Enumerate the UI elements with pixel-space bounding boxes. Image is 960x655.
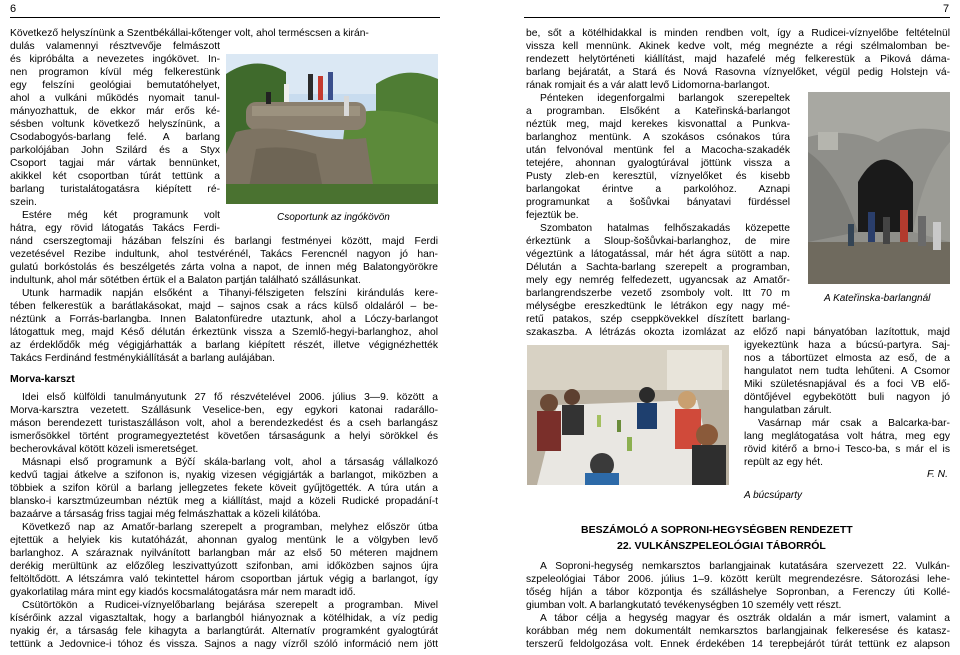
text-line: vissza kell mennünk. Akinek kedve volt, még megnézte a régi szélmalomban be- xyxy=(526,41,950,52)
text-line: Másnapi első programunk a Býčí skála-barlang volt, ahol a társaság vállalkozó xyxy=(22,457,438,468)
text-line: barlangokat érintve a parkolóhoz. Aznapi xyxy=(526,184,790,195)
text-line: néztünk a Forrás-barlangba. Innen Balatonfüredre utaztunk, ahol a Lóczy-barlangot xyxy=(10,314,438,325)
text-line: szein. xyxy=(10,197,37,208)
text-line: rának romjait és a vár alatt levő Lidomorna-barlangot. xyxy=(526,80,770,91)
text-line: Következő nap az Amatőr-barlang szerepelt a programban, melyhez először útba xyxy=(22,522,438,533)
text-line: programunkat a šošůvkai bányatavi fürdéssel xyxy=(526,197,790,208)
text-line: Csoport tagjai már vártak bennünket, xyxy=(10,158,220,169)
text-line: lang meglátogatása volt hátra, meg egy xyxy=(744,431,950,442)
text-line: Csütörtökön a Rudicei-víznyelőbarlang bejárása szerepelt a programban. Mivel xyxy=(22,600,438,611)
text-line: Pusty zleb-en keresztül, víznyelőket és kisebb xyxy=(526,171,790,182)
text-line: ahol a vulkáni működés nyomait tanul- xyxy=(10,93,220,104)
text-line: nánd cserszegtomaji házában felszíni és barlangi festményei között, majd Ferdi xyxy=(10,236,438,247)
text-line: A Soproni-hegység nemkarsztos barlangjainak kutatására szervezett 22. Vulkán- xyxy=(540,561,950,572)
text-line: ejtettük a helyiek kis kutatóházát, ahonnan gyalog mentünk le a völgyben levő xyxy=(10,535,438,546)
text-line: indultunk, ahol már sötétben értük el a Balaton partján található szállásunkat. xyxy=(10,275,361,286)
text-line: ismerősökkel történt programegyeztetést követően társaságunk a helyi sörökkel és xyxy=(10,431,438,442)
text-line: dulás valamennyi résztvevője felmászott xyxy=(10,41,220,52)
text-line: gulatú borkóstolás és beszélgetés zárta volna a napot, de innen még Balatongyörökre xyxy=(10,262,438,273)
text-line: feltöltődött. A létszámra való tekintettel három csoportban jártuk végig a barlangot, így xyxy=(10,574,438,585)
text-line: tében felkerestük a barátlakásokat, majd – sajnos csak a rács külső oldaláról – be- xyxy=(10,301,438,312)
text-line: Idei első külföldi tanulmányutunk 27 fő részvételével 2006. július 3—9. között a xyxy=(22,392,438,403)
text-line: repült az egy hét. xyxy=(744,457,823,468)
text-line: kedvű tagjai átkelve a szifonon is, nyakig vizesen végigjárták a barlangot, miközben a xyxy=(10,470,438,481)
text-line: be, sőt a kötélhidakkal is minden rendben volt, így a Rudicei-víznyelőbe feltételnül xyxy=(526,28,950,39)
text-line: szakaszba. A létrázás okozta izomlázat az előző napi bányatóban lazítottuk, majd xyxy=(526,327,950,338)
text-line: terszerű feldolgozása volt. Ennek érdekében 14 terepbejárót túrát tettünk ez alapson xyxy=(526,639,950,650)
caption-party-photo: A búcsúparty xyxy=(744,490,802,501)
text-line: parkolójában John Szilárd és a Styx xyxy=(10,145,220,156)
text-line: mely egy nemrég felfedezett, ugyancsak az Amatőr- xyxy=(526,275,790,286)
text-line: igyekeztünk haza a búcsú-partyra. Saj- xyxy=(744,340,950,351)
text-line: Csodabogyós-barlang felé. A barlang xyxy=(10,132,220,143)
text-line: nen programon kívül még felkerestünk xyxy=(10,67,220,78)
text-line: A tábor célja a hegység magyar és osztrák oldalán a már ismert, valamint a xyxy=(540,613,950,624)
text-line: mélységbe ereszkedtünk le létrákon egy nagy mé- xyxy=(526,301,790,312)
text-line: szpeleológiai Tábor 2006. július 1–9. között került megrendezésre. Sátorozási lehe- xyxy=(526,574,950,585)
text-line: Következő helyszínünk a Szentbékállai-kőtenger volt, ahol terméscsen a kirán- xyxy=(10,28,369,39)
photo-farewell-party xyxy=(527,345,729,485)
text-line: Utunk harmadik napján elsőként a Tihanyi-félszigeten felszíni kirándulás kere- xyxy=(22,288,438,299)
text-line: döntőjével egybekötött buli nagyon jó xyxy=(744,392,950,403)
text-line: nyakig ér, a társaság fele kihagyta a barlangtúrát. Alternatív programként gyalogtúrát xyxy=(10,626,438,637)
text-line: a programban. Elsőként a Kateřinská-barlangot xyxy=(526,106,790,117)
text-line: barlangrendszerbe vezető zsomboly volt. Itt 70 m xyxy=(526,288,790,299)
text-line: Szombaton hatalmas felhőszakadás közepette xyxy=(540,223,790,234)
report-title-line-2: 22. VULKÁNSZPELEOLÓGIAI TÁBORRÓL xyxy=(617,540,826,552)
signature: F. N. xyxy=(927,469,948,480)
text-line: bazaárve a társaság friss tagjai még felmászhattak a közeli kilátóba. xyxy=(10,509,321,520)
text-line: Miki születésnapjával és a foci VB elő- xyxy=(744,379,950,390)
text-line: rövid kitérő a brno-i Tesco-ba, s már el is xyxy=(744,444,950,455)
text-line: korábban még nem dokumentált nemkarsztos barlangjainak felkeresése és katasz- xyxy=(526,626,950,637)
text-line: derékig merültünk az előzőleg leszivattyúzott szifonban, ami időközben sajnos újra xyxy=(10,561,438,572)
text-line: hangulatban zárult. xyxy=(744,405,832,416)
text-line: látogattuk meg, majd Késő délután érkeztünk vissza a Szemlő-hegyi-barlanghoz, ahol xyxy=(10,327,438,338)
text-line: Pénteken idegenforgalmi barlangok szerepeltek xyxy=(540,93,790,104)
text-line: kísérőink azzal vigasztaltak, hogy a barlangból hiányoznak a kötélhidak, a víz pedig xyxy=(10,613,438,624)
text-line: tetejére, ahonnan gyalogtúrával jöttünk vissza a xyxy=(526,158,790,169)
report-title-line-1: BESZÁMOLÓ A SOPRONI-HEGYSÉGBEN RENDEZETT xyxy=(581,524,853,536)
text-line: után felvonóval mentünk fel a Macocha-szakadék xyxy=(526,145,790,156)
text-line: barlang turistalátogatásra kiépített ré- xyxy=(10,184,220,195)
text-line: érkeztünk a Sloup-šošůvkai-barlanghoz, de mire xyxy=(526,236,790,247)
section-heading-morva-karszt: Morva-karszt xyxy=(10,373,75,385)
text-line: barlanghoz mentünk. A szokásos csónakos túra xyxy=(526,132,790,143)
text-line: rendezett helytörténeti kiállítást, majd hazafelé még felkerestük a Piková dáma- xyxy=(526,54,950,65)
text-line: barlang bejáratát, a Stará és Nová Rasovna víznyelőket, végül pedig Holstejn vá- xyxy=(526,67,950,78)
text-line: máson berendezett turistaszálláson volt, ahol a berendezkedést és a cseh barlangász xyxy=(10,418,438,429)
caption-cave-photo: A Kateřinska-barlangnál xyxy=(824,293,931,304)
text-line: blansko-i karsztmúzeumban néztük meg a kiállítást, majd a közeli Rudické propadání-t xyxy=(10,496,438,507)
header-rule-right xyxy=(524,17,950,18)
text-line: tettünk a Jedovnice-i tóhoz és vissza. Sajnos a nagy vízről szóló információ nem jött xyxy=(10,639,438,650)
text-line: barlanghoz. A száraznak nyilvánított barlangban már az első 50 méteren majdnem xyxy=(10,548,438,559)
text-line: nos a tábortüzet elmosta az eső, de a xyxy=(744,353,950,364)
text-line: többiek a szifon körül a barlang jellegzetes fekete köveit gyűjtögették. A túra után a xyxy=(10,483,438,494)
page-number-left: 6 xyxy=(10,3,17,15)
text-line: néztük meg, majd kerekes kisvonattal a Punkva- xyxy=(526,119,790,130)
text-line: akikkel két csoportban túrát tettünk a xyxy=(10,171,220,182)
text-line: és kipróbálta a nevezetes ingókövet. In- xyxy=(10,54,220,65)
caption-group-photo: Csoportunk az ingókövön xyxy=(277,212,390,223)
page-number-right: 7 xyxy=(943,3,950,15)
text-line: tőség híján a tábor központja és szálláshelye Sopronban, a Ferenczy úti Kollé- xyxy=(526,587,950,598)
photo-group-on-rocking-stone xyxy=(226,54,438,204)
text-line: Vasárnap már csak a Balcarka-bar- xyxy=(758,418,950,429)
photo-katerinska-cave xyxy=(808,92,950,284)
text-line: sésben voltunk következő helyszínünk, a xyxy=(10,119,220,130)
text-line: becherovkával kötött közeli ismeretséget. xyxy=(10,444,199,455)
text-line: retű patakos, szép cseppkövekkel díszített barlang- xyxy=(526,314,790,325)
text-line: gyakorlatilag mára mint egy kiadós kocsmalátogatásra már nem maradt idő. xyxy=(10,587,356,598)
text-line: Estére még két programunk volt xyxy=(22,210,220,221)
text-line: vezetésével Rezibe indultunk, ahol testvérénél, Takács Ferencnél nagyon jó han- xyxy=(10,249,438,260)
text-line: hátra, egy rövid látogatás Takács Ferdi- xyxy=(10,223,220,234)
text-line: fejeztük be. xyxy=(526,210,579,221)
header-rule-left xyxy=(10,17,440,18)
text-line: Délután a Sachta-barlang szerepelt a programban, xyxy=(526,262,790,273)
text-line: hangulatot nem tudta lehűteni. A Csomor xyxy=(744,366,950,377)
text-line: giumban volt. A barlangkutató tevékenységben 10 személy vett részt. xyxy=(526,600,842,611)
text-line: az érdeklődők még végigjárhatták a barlang kiépített részét, illetve végignézhették xyxy=(10,340,438,351)
text-line: egy felszíni geológiai bemutatóhelyet, xyxy=(10,80,220,91)
text-line: Morva-karsztra vezetett. Szállásunk Veselice-ben, egy egykori katonai radarállo- xyxy=(10,405,438,416)
text-line: Takács Ferdinánd festménykiállítását a barlang aulájában. xyxy=(10,353,276,364)
text-line: mányozhattuk, de ekkor már erős ké- xyxy=(10,106,220,117)
text-line: végeztünk a látogatással, már hét ágra sütött a nap. xyxy=(526,249,790,260)
